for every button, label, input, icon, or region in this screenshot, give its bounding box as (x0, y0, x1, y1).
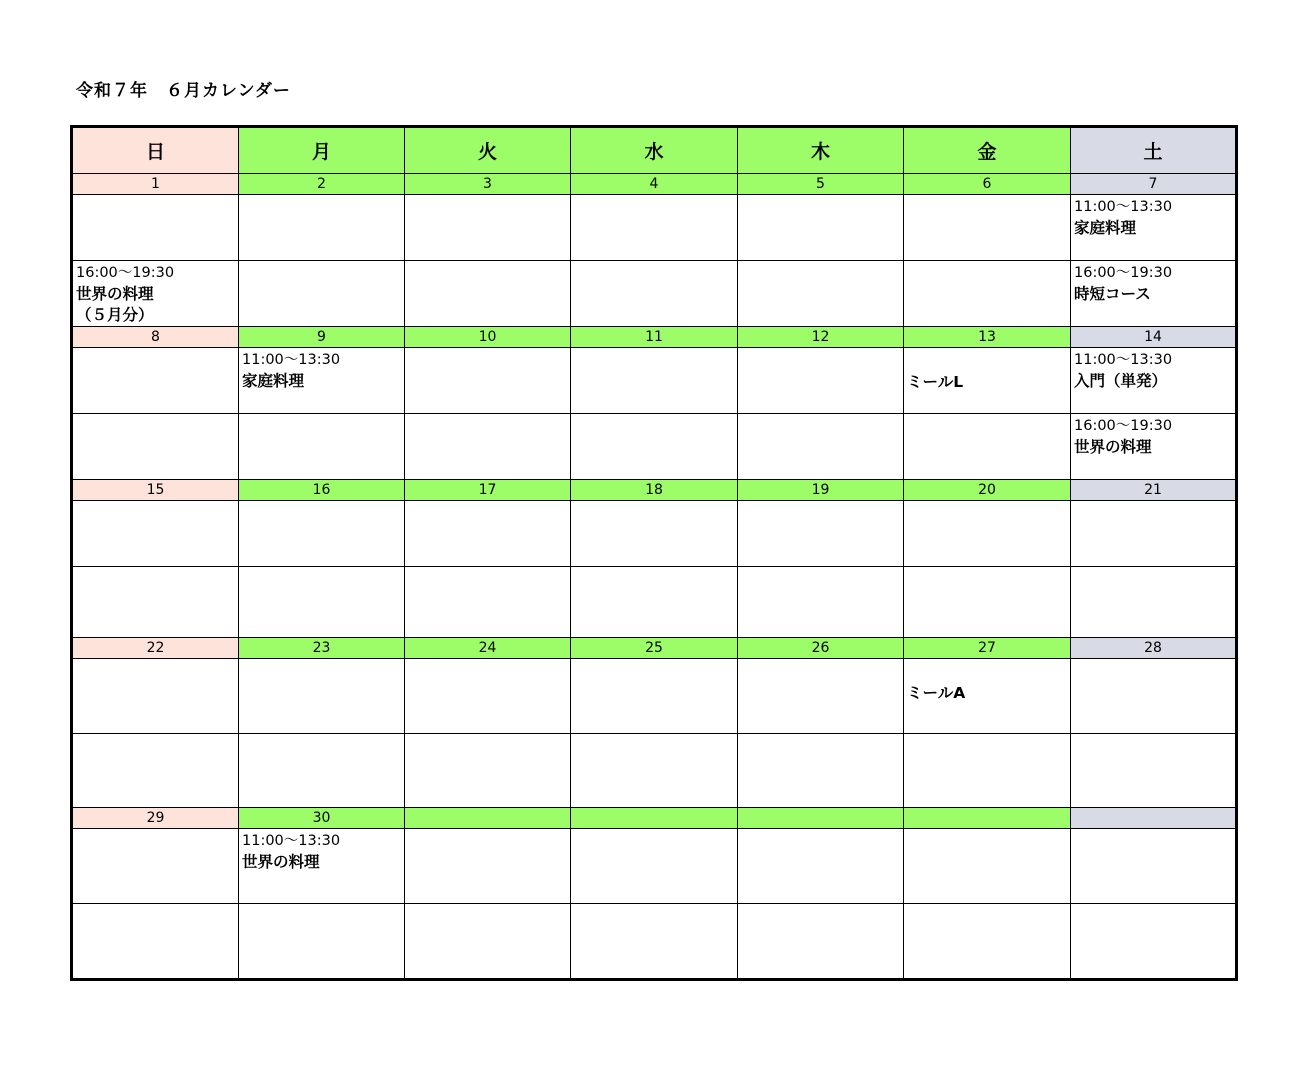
day-cell-sun[interactable] (72, 829, 239, 904)
date-number-fri: 6 (904, 174, 1071, 195)
event-slot-row (72, 195, 1237, 261)
event-title: 世界の料理 (1074, 438, 1152, 456)
event-slot-row (72, 904, 1237, 980)
date-number-sun: 29 (72, 808, 239, 829)
event-time: 11:00〜13:30 (1074, 199, 1173, 215)
event-time: 11:00〜13:30 (1074, 352, 1173, 368)
weekday-header-fri: 金 (904, 127, 1071, 174)
event-title: 家庭料理 (1074, 219, 1137, 237)
day-cell-mon[interactable] (239, 501, 405, 567)
day-cell-wed[interactable] (571, 195, 738, 261)
date-number-sun: 22 (72, 638, 239, 659)
day-cell-mon[interactable] (239, 414, 405, 480)
event-title: 世界の料理 (242, 853, 320, 871)
event-title: ミールL (907, 373, 964, 391)
weekday-header-thu: 木 (738, 127, 904, 174)
day-cell-tue[interactable] (405, 904, 571, 980)
event-slot-row (72, 734, 1237, 808)
weekday-header-sat: 土 (1071, 127, 1237, 174)
day-cell-sat[interactable] (1071, 567, 1237, 638)
event-title: 家庭料理 (242, 372, 305, 390)
date-number-wed: 11 (571, 327, 738, 348)
date-number-fri: 27 (904, 638, 1071, 659)
day-cell-fri[interactable] (904, 348, 1071, 414)
day-cell-sun[interactable] (72, 195, 239, 261)
day-cell-wed[interactable] (571, 659, 738, 734)
day-cell-tue[interactable] (405, 348, 571, 414)
day-cell-fri[interactable] (904, 261, 1071, 327)
day-cell-tue[interactable] (405, 734, 571, 808)
day-cell-tue[interactable] (405, 659, 571, 734)
date-number-wed: 4 (571, 174, 738, 195)
date-number-sun: 8 (72, 327, 239, 348)
date-number-row (72, 638, 1237, 659)
day-cell-thu[interactable] (738, 414, 904, 480)
calendar-event[interactable] (1071, 261, 1235, 305)
day-cell-mon[interactable] (239, 195, 405, 261)
day-cell-fri[interactable] (904, 734, 1071, 808)
day-cell-wed[interactable] (571, 829, 738, 904)
date-number-sat (1071, 808, 1237, 829)
date-number-tue: 24 (405, 638, 571, 659)
day-cell-sun[interactable] (72, 414, 239, 480)
day-cell-thu[interactable] (738, 348, 904, 414)
day-cell-sun[interactable] (72, 734, 239, 808)
day-cell-wed[interactable] (571, 904, 738, 980)
day-cell-fri[interactable] (904, 904, 1071, 980)
event-time: 16:00〜19:30 (1074, 418, 1173, 434)
event-slot-row (72, 348, 1237, 414)
day-cell-fri[interactable] (904, 659, 1071, 734)
day-cell-sun[interactable] (72, 659, 239, 734)
date-number-fri: 13 (904, 327, 1071, 348)
weekday-header-mon: 月 (239, 127, 405, 174)
date-number-thu (738, 808, 904, 829)
event-time: 16:00〜19:30 (76, 265, 175, 281)
date-number-wed: 25 (571, 638, 738, 659)
day-cell-thu[interactable] (738, 734, 904, 808)
calendar-event[interactable] (1071, 414, 1235, 458)
day-cell-mon[interactable] (239, 734, 405, 808)
day-cell-sat[interactable] (1071, 195, 1237, 261)
day-cell-tue[interactable] (405, 567, 571, 638)
day-cell-wed[interactable] (571, 261, 738, 327)
event-time: 16:00〜19:30 (1074, 265, 1173, 281)
page-title: 令和７年 ６月カレンダー (76, 81, 291, 101)
weekday-header-wed: 水 (571, 127, 738, 174)
day-cell-sun[interactable] (72, 567, 239, 638)
event-slot-row (72, 501, 1237, 567)
day-cell-sat[interactable] (1071, 829, 1237, 904)
event-title: 世界の料理 （５月分） (76, 285, 154, 324)
calendar-event[interactable] (1071, 195, 1235, 239)
day-cell-tue[interactable] (405, 829, 571, 904)
date-number-tue: 10 (405, 327, 571, 348)
day-cell-sat[interactable] (1071, 348, 1237, 414)
day-cell-tue[interactable] (405, 261, 571, 327)
calendar-grid (70, 125, 1238, 981)
date-number-mon: 23 (239, 638, 405, 659)
day-cell-fri[interactable] (904, 829, 1071, 904)
weekday-header-sun: 日 (72, 127, 239, 174)
date-number-sat: 21 (1071, 480, 1237, 501)
date-number-sat: 14 (1071, 327, 1237, 348)
calendar-event[interactable] (239, 348, 404, 392)
date-number-sat: 7 (1071, 174, 1237, 195)
event-title: ミールA (907, 684, 966, 702)
day-cell-tue[interactable] (405, 501, 571, 567)
day-cell-wed[interactable] (571, 348, 738, 414)
day-cell-sun[interactable] (72, 261, 239, 327)
day-cell-sun[interactable] (72, 348, 239, 414)
date-number-fri: 20 (904, 480, 1071, 501)
day-cell-wed[interactable] (571, 501, 738, 567)
weekday-header-row (72, 127, 1237, 174)
day-cell-sat[interactable] (1071, 414, 1237, 480)
date-number-tue: 3 (405, 174, 571, 195)
date-number-mon: 9 (239, 327, 405, 348)
calendar-event[interactable] (73, 261, 238, 326)
day-cell-fri[interactable] (904, 414, 1071, 480)
event-title: 入門（単発） (1074, 372, 1168, 390)
day-cell-thu[interactable] (738, 904, 904, 980)
event-slot-row (72, 414, 1237, 480)
day-cell-fri[interactable] (904, 567, 1071, 638)
day-cell-thu[interactable] (738, 829, 904, 904)
date-number-sun: 15 (72, 480, 239, 501)
date-number-wed: 18 (571, 480, 738, 501)
date-number-tue (405, 808, 571, 829)
calendar-event[interactable] (239, 829, 404, 873)
date-number-mon: 2 (239, 174, 405, 195)
date-number-sun: 1 (72, 174, 239, 195)
day-cell-thu[interactable] (738, 659, 904, 734)
date-number-sat: 28 (1071, 638, 1237, 659)
day-cell-tue[interactable] (405, 195, 571, 261)
event-title: 時短コース (1074, 285, 1151, 303)
calendar-event[interactable] (904, 348, 1070, 393)
calendar-event[interactable] (1071, 348, 1235, 392)
day-cell-sat[interactable] (1071, 261, 1237, 327)
day-cell-sat[interactable] (1071, 904, 1237, 980)
day-cell-thu[interactable] (738, 261, 904, 327)
day-cell-mon[interactable] (239, 261, 405, 327)
event-slot-row (72, 567, 1237, 638)
date-number-row (72, 480, 1237, 501)
day-cell-thu[interactable] (738, 195, 904, 261)
day-cell-sat[interactable] (1071, 734, 1237, 808)
day-cell-sat[interactable] (1071, 659, 1237, 734)
day-cell-wed[interactable] (571, 414, 738, 480)
day-cell-sun[interactable] (72, 904, 239, 980)
date-number-row (72, 327, 1237, 348)
event-slot-row (72, 261, 1237, 327)
day-cell-mon[interactable] (239, 904, 405, 980)
day-cell-mon[interactable] (239, 659, 405, 734)
day-cell-tue[interactable] (405, 414, 571, 480)
event-time: 11:00〜13:30 (242, 833, 341, 849)
day-cell-mon[interactable] (239, 348, 405, 414)
date-number-mon: 30 (239, 808, 405, 829)
day-cell-wed[interactable] (571, 567, 738, 638)
day-cell-thu[interactable] (738, 567, 904, 638)
event-slot-row (72, 659, 1237, 734)
date-number-wed (571, 808, 738, 829)
date-number-thu: 12 (738, 327, 904, 348)
date-number-thu: 19 (738, 480, 904, 501)
weekday-header-tue: 火 (405, 127, 571, 174)
day-cell-sun[interactable] (72, 501, 239, 567)
day-cell-mon[interactable] (239, 567, 405, 638)
day-cell-thu[interactable] (738, 501, 904, 567)
date-number-row (72, 808, 1237, 829)
date-number-fri (904, 808, 1071, 829)
date-number-row (72, 174, 1237, 195)
date-number-mon: 16 (239, 480, 405, 501)
event-time: 11:00〜13:30 (242, 352, 341, 368)
day-cell-mon[interactable] (239, 829, 405, 904)
day-cell-fri[interactable] (904, 195, 1071, 261)
date-number-thu: 26 (738, 638, 904, 659)
date-number-tue: 17 (405, 480, 571, 501)
day-cell-fri[interactable] (904, 501, 1071, 567)
date-number-thu: 5 (738, 174, 904, 195)
calendar-event[interactable] (904, 659, 1070, 704)
event-slot-row (72, 829, 1237, 904)
day-cell-sat[interactable] (1071, 501, 1237, 567)
day-cell-wed[interactable] (571, 734, 738, 808)
